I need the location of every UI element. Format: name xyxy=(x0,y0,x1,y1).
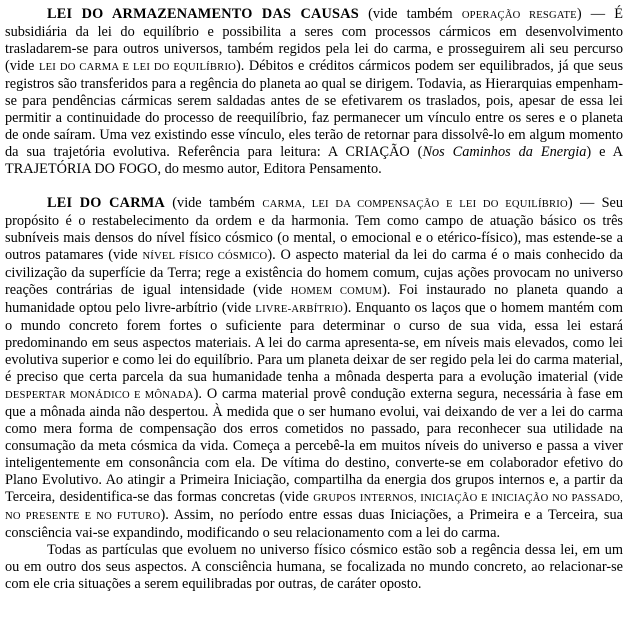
cross-reference: DESPERTAR MONÁDICO E MÔNADA xyxy=(5,390,194,401)
entry-term: LEI DO CARMA xyxy=(47,195,165,211)
cross-reference: LIVRE-ARBÍTRIO xyxy=(255,304,343,315)
see-also-open: (vide também xyxy=(172,195,256,211)
body-text: ). Débitos e créditos cármicos podem ser equilibrados, já que seus registros são transferidos para a regência do planeta ao qual se dirigem. Todavia, as Hierarquias empenham-se para pendências cármicas serem saldadas antes de se efetivarem os traslados, pois, apesar de essa lei permitir a continuidade do processo de reequilíbrio, faz permanecer um vínculo entre os seres e o planeta de onde saíram. Uma vez existindo esse vínculo, eles terão de retornar para dissolvê-lo em algum momento da sua trajetória evolutiva. Referência para leitura: A CRIAÇÃO ( xyxy=(5,58,624,160)
body-text: — Seu propósito é o restabelecimento da ordem e da harmonia. Tem como campo de atuação básico os três subníveis mais densos do nível físico cósmico (o mental, o emocional e o etérico-físico), mas estende-se a outros patamares (vide xyxy=(5,195,624,263)
body-text: ) e A TRAJETÓRIA DO FOGO, do mesmo autor, Editora Pensamento. xyxy=(5,144,623,177)
entry-paragraph xyxy=(5,6,623,178)
document-page xyxy=(5,6,623,593)
body-text: ). Foi instaurado no planeta quando a humanidade optou pelo livre-arbítrio (vide xyxy=(5,282,623,316)
body-text: — É subsidiária da lei do equilíbrio e possibilita a seres com processos cármicos em desenvolvimento trasladarem-se para outros universos, também regidos pela lei do carma, e prosseguirem ali seu percurso (vide xyxy=(5,6,623,74)
cross-reference: NÍVEL FÍSICO CÓSMICO xyxy=(142,251,268,262)
italic-title: Nos Caminhos da Energia xyxy=(422,144,587,160)
entry-paragraph: Todas as partículas que evoluem no universo físico cósmico estão sob a regência dessa lei, em um ou em outro dos seus aspectos. A consciência humana, se focalizada no mundo concreto, ao relacionar-se com ele cria situações a serem equilibradas por outras, de caráter oposto. xyxy=(5,542,623,592)
cross-reference: GRUPOS INTERNOS, INICIAÇÃO E INICIAÇÃO NO PASSADO, NO PRESENTE E NO FUTURO xyxy=(5,493,624,522)
see-also-open: (vide também xyxy=(368,6,453,22)
cross-reference: HOMEM COMUM xyxy=(290,286,383,297)
cross-reference: LEI DO CARMA E LEI DO EQUILÍBRIO xyxy=(38,62,237,73)
see-also-ref: OPERAÇÃO RESGATE xyxy=(461,10,577,21)
entry-paragraph xyxy=(5,195,623,542)
glossary-entry-armazenamento xyxy=(5,6,623,178)
see-also-ref: CARMA, LEI DA COMPENSAÇÃO E LEI DO EQUILÍBRIO xyxy=(262,199,568,210)
see-also-close: ) xyxy=(576,6,582,22)
body-text: ). O carma material provê condução externa segura, necessária à fase em que a mônada ainda não despertou. À medida que o ser humano evolui, vai deixando de ver a lei do carma como mera forma de compensação dos erros cometidos no passado, para reconhecer sua utilidade na consumação da meta cósmica da vida. Começa a percebê-la em muitos níveis do universo e passa a viver inteligentemente em consonância com ela. De vítima do destino, converte-se em colaborador efetivo do Plano Evolutivo. Ao atingir a Primeira Iniciação, compartilha da energia dos grupos internos e, a partir da Terceira, desidentifica-se das formas concretas (vide xyxy=(5,386,623,505)
entry-term: LEI DO ARMAZENAMENTO DAS CAUSAS xyxy=(47,6,359,22)
body-text: ). O aspecto material da lei do carma é o mais conhecido da civilização da superfície da Terra; rege a existência do homem comum, cujas ações provocam no universo reações contrárias de igual intensidade (vide xyxy=(5,247,623,298)
body-text: ). Enquanto os laços que o homem mantém com o mundo concreto forem fortes o suficiente para determinar o curso de sua vida, essa lei estará predominando em seus aspectos materiais. A lei do carma apresenta-se, em níveis mais elevados, como lei evolutiva superior e como lei do equilíbrio. Para um planeta deixar de ser regido pela lei do carma material, é preciso que certa parcela da sua humanidade tenha a mônada desperta para a evolução imaterial (vide xyxy=(5,300,623,385)
body-text: ). Assim, no período entre essas duas Iniciações, a Primeira e a Terceira, sua consciência vai-se expandindo, modificando o seu relacionamento com a lei do carma. xyxy=(5,507,623,541)
see-also-close: ) xyxy=(567,195,573,211)
glossary-entry-carma xyxy=(5,195,623,593)
